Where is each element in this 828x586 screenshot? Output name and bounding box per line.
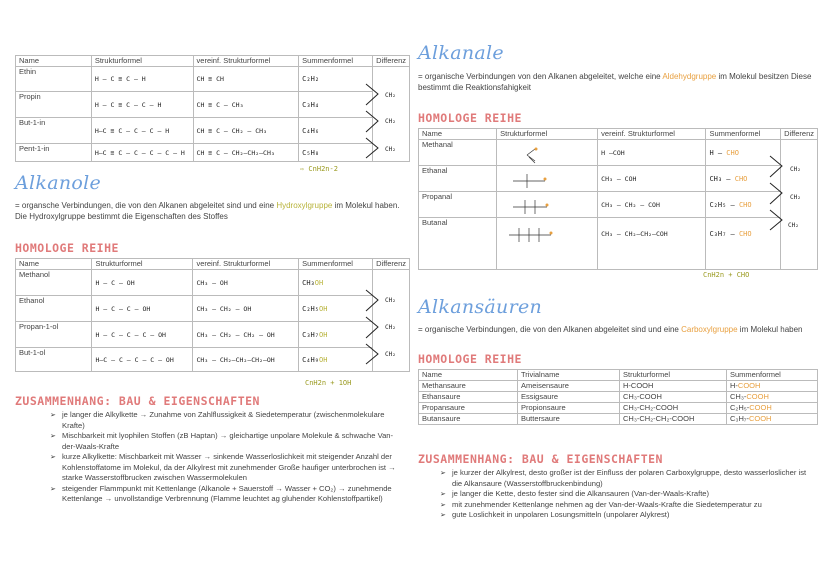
- table-row: Propan-1-ol H – C – C – C – OH CH₃ – CH₂ – CH₂ – OH C₃H₇OH: [16, 322, 410, 348]
- col-header: vereinf. Strukturformel: [193, 259, 299, 270]
- list-item: ➢ Mischbarkeit mit lyophilen Stoffen (zB Haptan) → gleichartige unpolare Molekule & schwache Van-der-Waals-Krafte: [50, 431, 405, 452]
- zusammenhang-heading: ZUSAMMENHANG: BAU & EIGENSCHAFTEN: [15, 394, 260, 408]
- col-header: Name: [419, 370, 518, 381]
- diff-label: CH₂: [385, 351, 396, 358]
- diff-label: CH₂: [385, 118, 396, 125]
- table-row: Methanal H –COH H – CHO: [419, 140, 818, 166]
- diff-label: CH₂: [788, 222, 799, 229]
- general-formula: CnH2n + 1OH: [305, 379, 352, 387]
- col-header: Differenz: [781, 129, 818, 140]
- list-item: ➢ steigender Flammpunkt mit Kettenlange (Alkanole + Sauerstoff → Wasser + CO₂) → zunehmende Kettenlange → unvollstandige Verbrennung (Flamme leuchtet ag gluhender Kohlenstoffpartikel): [50, 484, 405, 505]
- diff-label: CH₂: [385, 297, 396, 304]
- col-header: Summenformel: [727, 370, 818, 381]
- diff-label: CH₂: [385, 92, 396, 99]
- list-item: ➢ je langer die Kette, desto fester sind die Alkansauren (Van-der-Waals-Krafte): [440, 489, 815, 500]
- alkansaeuren-table: [418, 369, 818, 425]
- table-row: Butanal CH₃ – CH₂–CH₂–COH C₃H₇ – CHO: [419, 218, 818, 270]
- col-header: Trivialname: [518, 370, 620, 381]
- col-header: Strukturformel: [92, 259, 193, 270]
- col-header: Summenformel: [299, 56, 373, 67]
- homologe-reihe-heading: HOMOLOGE REIHE: [418, 111, 522, 125]
- col-header: Differenz: [373, 56, 410, 67]
- col-header: Differenz: [373, 259, 410, 270]
- col-header: Name: [419, 129, 497, 140]
- alkanale-title: Alkanale: [418, 42, 504, 64]
- table-row: But-1-in H–C ≡ C – C – C – H CH ≡ C – CH₂ – CH₃ C₄H₆: [16, 118, 410, 144]
- list-item: ➢ je kurzer der Alkylrest, desto großer ist der Einfluss der polaren Carboxylgruppe, desto wasserloslicher ist die Alkansaure (Wasserstoffbruckenbindung): [440, 468, 815, 489]
- table-row: Ethanal CH₃ – COH CH₃ – CHO: [419, 166, 818, 192]
- alkansaeuren-title: Alkansäuren: [418, 296, 543, 318]
- zusammenhang-heading: ZUSAMMENHANG: BAU & EIGENSCHAFTEN: [418, 452, 663, 466]
- properties-list: [440, 468, 815, 521]
- table-row: Methansaure Ameisensaure H-COOH H-COOH: [419, 381, 818, 392]
- properties-list: [50, 410, 405, 505]
- alkanale-table: [418, 128, 818, 270]
- diff-label: CH₂: [790, 166, 801, 173]
- col-header: vereinf. Strukturformel: [598, 129, 706, 140]
- table-row: Propanal CH₃ – CH₂ – COH C₂H₅ – CHO: [419, 192, 818, 218]
- table-row: Methanol H – C – OH CH₃ – OH CH₃OH: [16, 270, 410, 296]
- aldehyde-structure-drawings: [505, 143, 560, 268]
- list-item: ➢ mit zunehmender Kettenlange nehmen ag der Van-der-Waals-Krafte die Siedetemperatur zu: [440, 500, 815, 511]
- alkansaeuren-description: = organische Verbindungen, die von den Alkanen abgeleitet sind und eine Carboxylgruppe im Molekul haben: [418, 325, 803, 334]
- alkanole-table: [15, 258, 410, 372]
- col-header: Strukturformel: [497, 129, 598, 140]
- general-formula: ⇨ CnH2n-2: [300, 165, 338, 173]
- table-row: Ethin H – C ≡ C – H CH ≡ CH C₂H₂: [16, 67, 410, 92]
- table-row: Propin H – C ≡ C – C – H CH ≡ C – CH₃ C₃H₄: [16, 92, 410, 118]
- col-header: Strukturformel: [91, 56, 193, 67]
- col-header: Summenformel: [299, 259, 373, 270]
- col-header: Name: [16, 259, 92, 270]
- table-row: Pent-1-in H–C ≡ C – C – C – C – H CH ≡ C – CH₂–CH₂–CH₃ C₅H₈: [16, 144, 410, 162]
- diff-label: CH₂: [790, 194, 801, 201]
- col-header: Name: [16, 56, 92, 67]
- diff-label: CH₂: [385, 146, 396, 153]
- alkanole-title: Alkanole: [15, 172, 102, 194]
- alkanole-description: = organsche Verbindungen, die von den Alkanen abgeleitet sind und eine Hydroxylgruppe im Molekul haben. Die Hydroxylgruppe bestimmt die Eigenschaften des Stoffes: [15, 201, 400, 221]
- alkine-table: [15, 55, 410, 162]
- list-item: ➢ gute Loslichkeit in unpolaren Losungsmitteln (unpolarer Alykrest): [440, 510, 815, 521]
- general-formula: CnH2n + CHO: [703, 271, 750, 279]
- col-header: vereinf. Strukturformel: [193, 56, 299, 67]
- table-row: Propansaure Propionsaure CH₃-CH₂-COOH C₂H₅-COOH: [419, 403, 818, 414]
- table-row: Butansaure Buttersaure CH₃-CH₂-CH₂-COOH C₃H₇-COOH: [419, 414, 818, 425]
- alkanale-description: = organische Verbindungen von den Alkanen abgeleitet, welche eine Aldehydgruppe im Molekul besitzen Diese bestimmt die Reaktionsfahigkeit: [418, 72, 812, 92]
- diff-label: CH₂: [385, 324, 396, 331]
- table-row: But-1-ol H–C – C – C – C – OH CH₃ – CH₂–CH₂–CH₂–OH C₄H₉OH: [16, 348, 410, 372]
- table-row: Ethanol H – C – C – OH CH₃ – CH₂ – OH C₂H₅OH: [16, 296, 410, 322]
- col-header: Summenformel: [706, 129, 781, 140]
- list-item: ➢ je langer die Alkylkette → Zunahme von Zahlflussigkeit & Siedetemperatur (zwischenmolekulare Krafte): [50, 410, 405, 431]
- homologe-reihe-heading: HOMOLOGE REIHE: [15, 241, 119, 255]
- col-header: Strukturformel: [620, 370, 727, 381]
- homologe-reihe-heading: HOMOLOGE REIHE: [418, 352, 522, 366]
- list-item: ➢ kurze Alkylkette: Mischbarkeit mit Wasser → sinkende Wasserloslichkeit mit steigender Anzahl der Kohlenstoffatome im Molekul, da der Alkylrest mit zunehmender Große haufiger unterbrochen ist → starke Wasserstoffbrucken zwischen Wassermolekulen: [50, 452, 405, 484]
- table-row: Ethansaure Essigsaure CH₃-COOH CH₃-COOH: [419, 392, 818, 403]
